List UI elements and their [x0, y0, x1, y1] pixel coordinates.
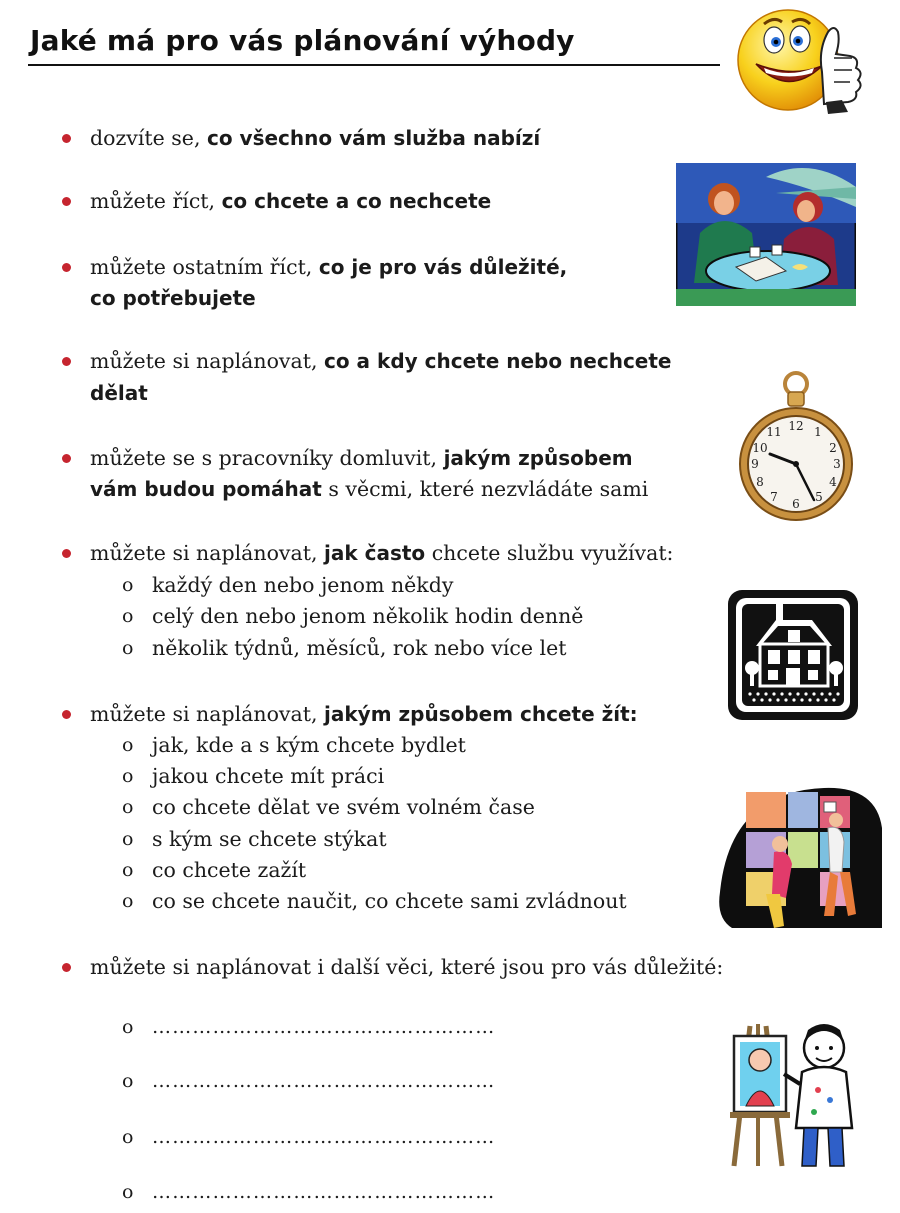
sub-list-item: každý den nebo jenom někdy: [152, 573, 454, 597]
list-item: můžete si naplánovat i další věci, které jsou pro vás důležité:: [90, 955, 724, 979]
bullet-marker: [62, 134, 71, 143]
page-title: Jaké má pro vás plánování výhody: [30, 24, 575, 57]
sub-bullet-marker: o: [122, 1181, 134, 1203]
sub-list-item: celý den nebo jenom několik hodin denně: [152, 604, 584, 628]
svg-text:11: 11: [766, 425, 782, 439]
svg-text:4: 4: [829, 475, 837, 489]
women-cafe-illustration: [676, 163, 856, 306]
list-item: můžete říct, co chcete a co nechcete: [90, 189, 492, 213]
sub-list-item: co se chcete naučit, co chcete sami zvládnout: [152, 889, 627, 913]
sub-list-item: jakou chcete mít práci: [152, 764, 385, 788]
svg-text:9: 9: [751, 457, 759, 471]
svg-text:5: 5: [815, 490, 823, 504]
sub-list-item: s kým se chcete stýkat: [152, 827, 387, 851]
pocket-watch-icon: [736, 368, 856, 528]
list-item-continuation: dělat: [90, 381, 148, 405]
title-underline: [28, 64, 720, 66]
house-icon: [728, 590, 858, 720]
sub-bullet-marker: o: [122, 828, 134, 850]
bullet-marker: [62, 549, 71, 558]
smiley-thumbs-up-icon: [730, 2, 862, 114]
bullet-marker: [62, 963, 71, 972]
sub-bullet-marker: o: [122, 734, 134, 756]
painter-easel-illustration: [728, 1020, 860, 1168]
blank-fill-line: ……………………………………………: [152, 1181, 496, 1203]
sub-list-item: co chcete dělat ve svém volném čase: [152, 795, 535, 819]
sub-bullet-marker: o: [122, 765, 134, 787]
sub-bullet-marker: o: [122, 796, 134, 818]
list-item: dozvíte se, co všechno vám služba nabízí: [90, 126, 541, 150]
sub-bullet-marker: o: [122, 890, 134, 912]
svg-text:10: 10: [752, 441, 768, 455]
sub-bullet-marker: o: [122, 859, 134, 881]
bullet-marker: [62, 263, 71, 272]
blank-fill-line: ……………………………………………: [152, 1070, 496, 1092]
sub-list-item: jak, kde a s kým chcete bydlet: [152, 733, 466, 757]
svg-text:12: 12: [788, 419, 804, 433]
list-item: můžete ostatním říct, co je pro vás důležité,: [90, 255, 568, 279]
svg-text:7: 7: [770, 490, 778, 504]
list-item: můžete si naplánovat, jakým způsobem chcete žít:: [90, 702, 638, 726]
list-item: můžete se s pracovníky domluvit, jakým způsobem: [90, 446, 633, 470]
sub-bullet-marker: o: [122, 605, 134, 627]
svg-text:1: 1: [814, 425, 822, 439]
sub-bullet-marker: o: [122, 637, 134, 659]
list-item-continuation: co potřebujete: [90, 286, 256, 310]
sub-list-item: co chcete zažít: [152, 858, 307, 882]
list-item-continuation: vám budou pomáhat s věcmi, které nezvládáte sami: [90, 477, 649, 501]
bullet-marker: [62, 197, 71, 206]
sub-list-item: několik týdnů, měsíců, rok nebo více let: [152, 636, 567, 660]
painters-illustration: [716, 782, 884, 934]
bullet-marker: [62, 357, 71, 366]
bullet-marker: [62, 454, 71, 463]
blank-fill-line: ……………………………………………: [152, 1126, 496, 1148]
svg-text:3: 3: [833, 457, 841, 471]
sub-bullet-marker: o: [122, 1070, 134, 1092]
blank-fill-line: ……………………………………………: [152, 1016, 496, 1038]
list-item: můžete si naplánovat, jak často chcete službu využívat:: [90, 541, 674, 565]
sub-bullet-marker: o: [122, 1016, 134, 1038]
sub-bullet-marker: o: [122, 1126, 134, 1148]
svg-text:2: 2: [829, 441, 837, 455]
bullet-marker: [62, 710, 71, 719]
svg-text:6: 6: [792, 497, 800, 511]
sub-bullet-marker: o: [122, 574, 134, 596]
list-item: můžete si naplánovat, co a kdy chcete nebo nechcete: [90, 349, 672, 373]
svg-text:8: 8: [756, 475, 764, 489]
